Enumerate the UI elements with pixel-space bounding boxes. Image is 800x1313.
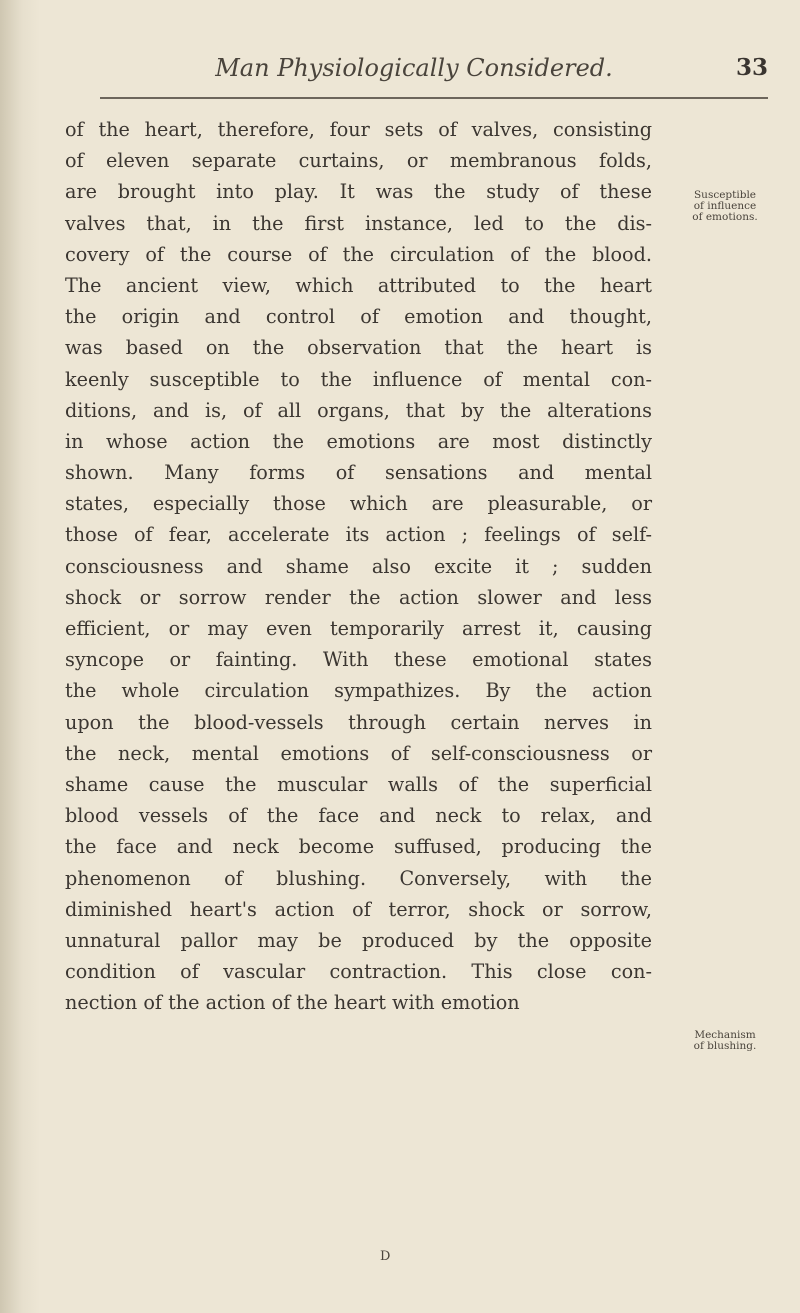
text-line: in whose action the emotions are most distinctly: [65, 429, 652, 453]
text-line: efficient, or may even temporarily arrest it, causing: [65, 617, 652, 640]
header-rule: [100, 97, 768, 99]
text-line: the origin and control of emotion and thought,: [65, 305, 652, 329]
marginal-note-line: Susceptible: [693, 189, 757, 201]
text-line: ditions, and is, of all organs, that by the alterations: [65, 398, 652, 422]
text-line: syncope or fainting. With these emotional states: [65, 648, 652, 672]
text-line: consciousness and shame also excite it ; sudden: [65, 554, 652, 578]
text-line: those of fear, accelerate its action ; feelings of self-: [65, 523, 652, 547]
text-line: of eleven separate curtains, or membranous folds,: [65, 149, 652, 173]
text-line: states, especially those which are pleasurable, or: [65, 492, 652, 516]
page-number: 33: [735, 54, 768, 81]
text-line: valves that, in the first instance, led to the dis-: [65, 211, 652, 235]
text-line: unnatural pallor may be produced by the opposite: [65, 928, 652, 952]
text-line: covery of the course of the circulation of the blood.: [65, 242, 652, 266]
marginal-note-susceptible: [670, 190, 780, 223]
text-line: blood vessels of the face and neck to relax, and: [65, 804, 652, 828]
marginal-note-line: Mechanism: [694, 1029, 756, 1041]
marginal-note-blushing: [670, 1030, 780, 1052]
text-line: shock or sorrow render the action slower and less: [65, 585, 652, 609]
text-line: are brought into play. It was the study of these: [65, 180, 652, 204]
text-line: shown. Many forms of sensations and mental: [65, 461, 652, 485]
text-line: was based on the observation that the heart is: [65, 336, 652, 360]
body-text: [65, 114, 652, 1018]
text-line: keenly susceptible to the influence of mental con-: [65, 367, 652, 391]
marginal-note-line: of blushing.: [693, 1040, 757, 1052]
marginal-note-line: of influence: [693, 200, 757, 212]
text-line: of the heart, therefore, four sets of valves, consisting: [65, 118, 652, 141]
text-line: the face and neck become suffused, producing the: [65, 835, 652, 859]
text-line: the neck, mental emotions of self-consciousness or: [65, 741, 652, 765]
text-line: condition of vascular contraction. This close con-: [65, 960, 652, 984]
text-line: phenomenon of blushing. Conversely, with the: [65, 866, 652, 890]
marginal-note-line: of emotions.: [692, 211, 758, 223]
running-head: Man Physiologically Considered.: [215, 54, 613, 82]
text-line: shame cause the muscular walls of the superficial: [65, 772, 652, 796]
page-header: [60, 48, 768, 88]
text-line: the whole circulation sympathizes. By the action: [65, 679, 652, 703]
text-line: nection of the action of the heart with emotion: [65, 991, 520, 1015]
text-line: The ancient view, which attributed to the heart: [65, 273, 652, 297]
text-line: diminished heart's action of terror, shock or sorrow,: [65, 897, 652, 921]
signature-mark: D: [380, 1249, 391, 1264]
text-line: upon the blood-vessels through certain nerves in: [65, 710, 652, 734]
